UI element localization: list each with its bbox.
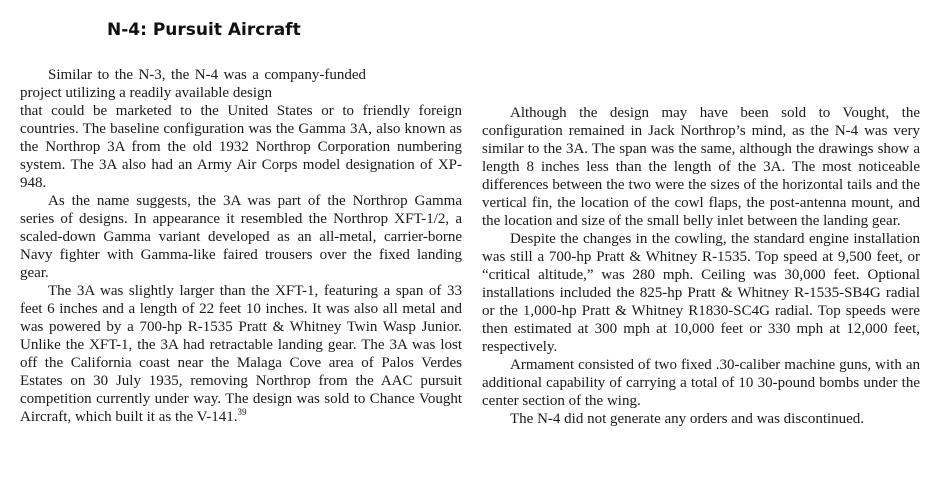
paragraph: Similar to the N-3, the N-4 was a company-funded project utilizing a readily available design <box>20 67 366 101</box>
right-column <box>482 104 920 428</box>
paragraph: The N-4 did not generate any orders and was discontinued. <box>510 411 865 427</box>
footnote-marker: 39 <box>237 407 247 417</box>
page-title: N-4: Pursuit Aircraft <box>107 20 301 40</box>
paragraph-text: The 3A was slightly larger than the XFT-1, featuring a span of 33 feet 6 inches and a length of 22 feet 10 inches. It was also all metal and was powered by a 700-hp R-1535 Pratt & Whitney Twin Wasp Junior. Unlike the XFT-1, the 3A had retractable landing gear. The 3A was lost off the California coast near the Malaga Cove area of Palos Verdes Estates on 30 July 1935, removing Northrop from the AAC pursuit competition currently under way. The design was sold to Chance Vought Aircraft, which built it as the V-141. <box>20 283 462 425</box>
paragraph: Despite the changes in the cowling, the standard engine installation was still a 700-hp Pratt & Whitney R-1535. Top speed at 9,500 feet, or “critical altitude,” was 280 mph. Ceiling was 30,000 feet. Optional installations included the 825-hp Pratt & Whitney R-1535-SB4G radial or the 1,000-hp Pratt & Whitney R1830-SC4G radial. Top speeds were then estimated at 300 mph at 10,000 feet or 330 mph at 12,000 feet, respectively. <box>482 231 920 355</box>
paragraph: that could be marketed to the United States or to friendly foreign countries. The baseline configuration was the Gamma 3A, also known as the Northrop 3A from the old 1932 Northrop Corporation numbering system. The 3A also had an Army Air Corps model designation of XP-948. <box>20 103 462 191</box>
left-column <box>20 66 462 426</box>
paragraph: Although the design may have been sold to Vought, the configuration remained in Jack Northrop’s mind, as the N-4 was very similar to the 3A. The span was the same, although the drawings show a length 8 inches less than the length of the 3A. The most noticeable differences between the two were the sizes of the horizontal tails and the vertical fin, the location of the cowl flaps, the post-antenna mount, and the location and size of the small belly inlet between the landing gear. <box>482 105 920 229</box>
paragraph: As the name suggests, the 3A was part of the Northrop Gamma series of designs. In appearance it resembled the Northrop XFT-1/2, a scaled-down Gamma variant developed as an all-metal, carrier-borne Navy fighter with Gamma-like faired trousers over the fixed landing gear. <box>20 193 462 281</box>
paragraph <box>20 282 462 426</box>
paragraph: Armament consisted of two fixed .30-caliber machine guns, with an additional capability of carrying a total of 10 30-pound bombs under the center section of the wing. <box>482 357 920 409</box>
